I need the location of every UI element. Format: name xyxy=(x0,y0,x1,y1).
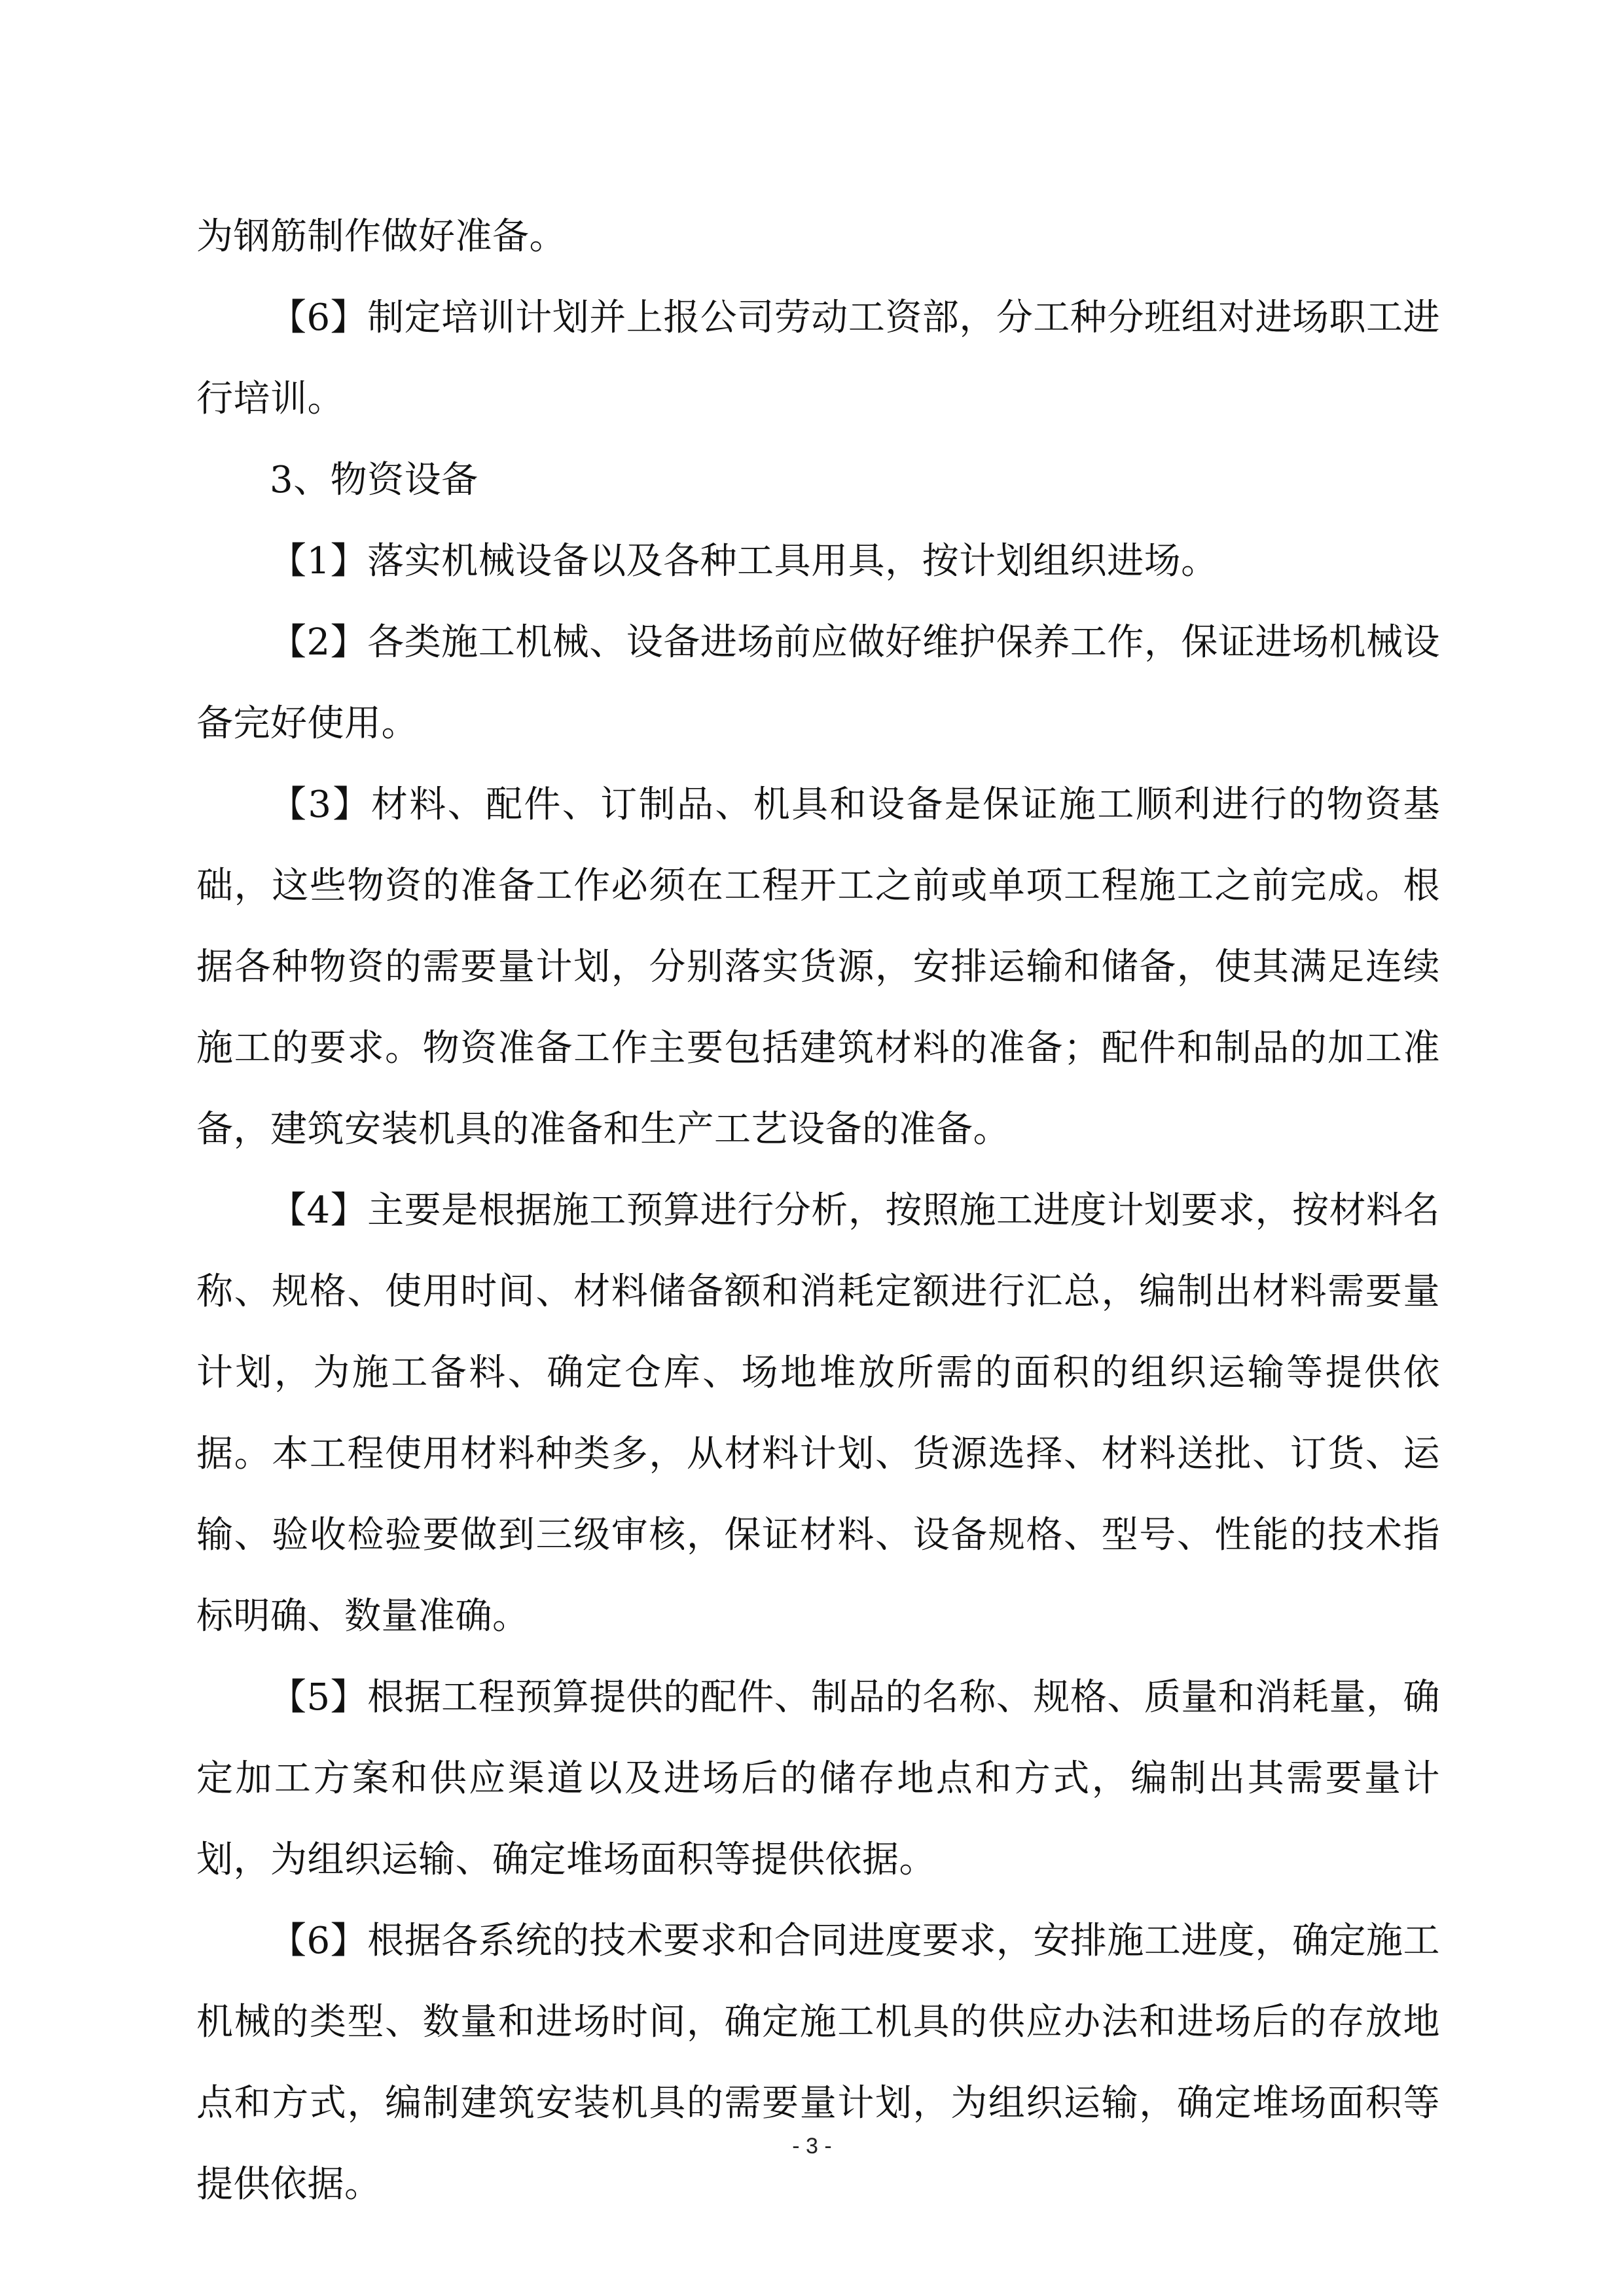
paragraph-item-1: 【1】落实机械设备以及各种工具用具，按计划组织进场。 xyxy=(270,540,1218,583)
document-body xyxy=(196,196,1440,2225)
paragraph-item-5: 【5】根据工程预算提供的配件、制品的名称、规格、质量和消耗量，确定加工方案和供应渠道以及进场后的储存地点和方式，编制出其需要量计划，为组织运输、确定堆场面积等提供依据。 xyxy=(196,1676,1440,1881)
paragraph-training-plan: 【6】制定培训计划并上报公司劳动工资部，分工种分班组对进场职工进行培训。 xyxy=(196,296,1440,420)
paragraph-item-2: 【2】各类施工机械、设备进场前应做好维护保养工作，保证进场机械设备完好使用。 xyxy=(196,621,1440,745)
page-number: - 3 - xyxy=(792,2134,832,2159)
section-heading-materials-equipment: 3、物资设备 xyxy=(270,459,478,501)
paragraph-item-4: 【4】主要是根据施工预算进行分析，按照施工进度计划要求，按材料名称、规格、使用时间、材料储备额和消耗定额进行汇总，编制出材料需要量计划，为施工备料、确定仓库、场地堆放所需的面积的组织运输等提供依据。本工程使用材料种类多，从材料计划、货源选择、材料送批、订货、运输、验收检验要做到三级审核，保证材料、设备规格、型号、性能的技术指标明确、数量准确。 xyxy=(196,1189,1440,1638)
paragraph-item-3: 【3】材料、配件、订制品、机具和设备是保证施工顺利进行的物资基础，这些物资的准备工作必须在工程开工之前或单项工程施工之前完成。根据各种物资的需要量计划，分别落实货源，安排运输和储备，使其满足连续施工的要求。物资准备工作主要包括建筑材料的准备；配件和制品的加工准备，建筑安装机具的准备和生产工艺设备的准备。 xyxy=(196,783,1440,1151)
paragraph-continuation: 为钢筋制作做好准备。 xyxy=(196,215,566,258)
paragraph-item-6: 【6】根据各系统的技术要求和合同进度要求，安排施工进度，确定施工机械的类型、数量和进场时间，确定施工机具的供应办法和进场后的存放地点和方式，编制建筑安装机具的需要量计划，为组织运输，确定堆场面积等提供依据。 xyxy=(196,1920,1440,2206)
